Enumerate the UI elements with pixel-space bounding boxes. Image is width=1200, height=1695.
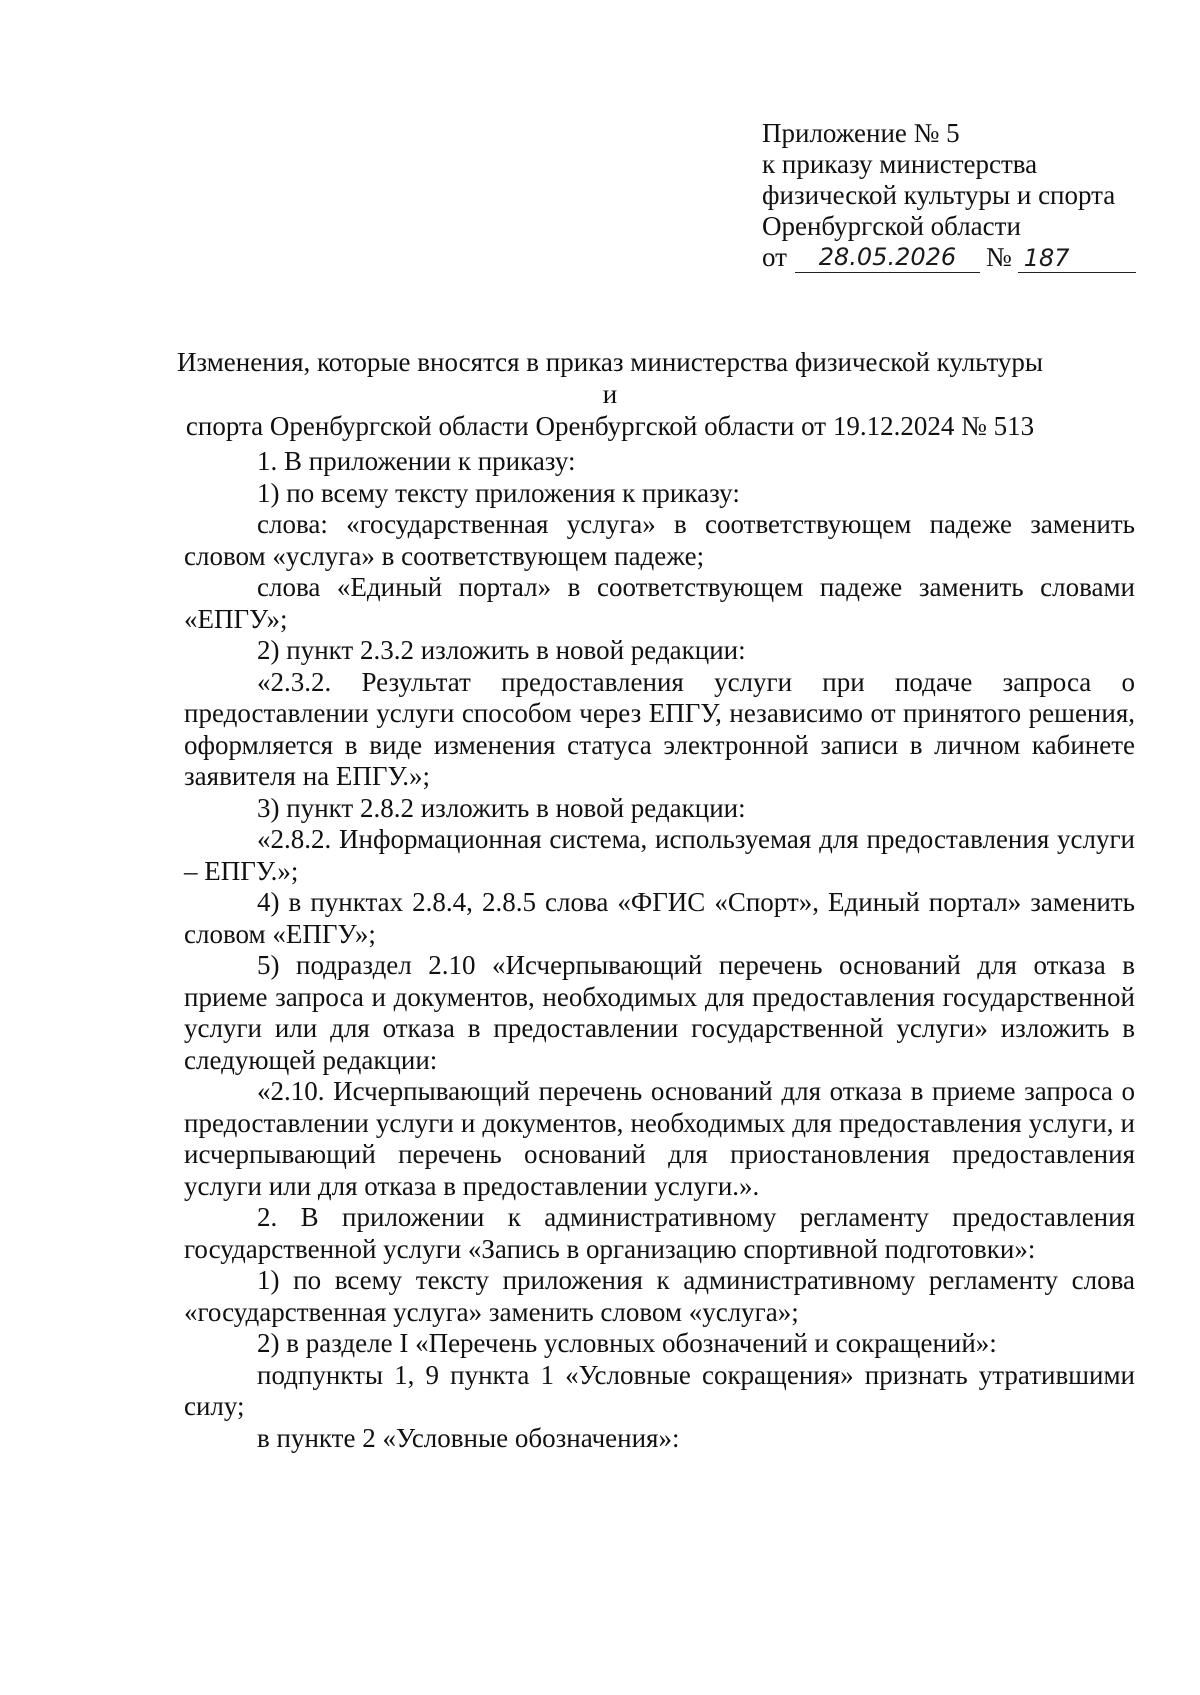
paragraph: «2.8.2. Информационная система, используемая для предоставления услуги – ЕПГУ.»;: [184, 824, 1135, 886]
paragraph: 4) в пунктах 2.8.4, 2.8.5 слова «ФГИС «Спорт», Единый портал» заменить словом «ЕПГУ»;: [184, 887, 1135, 949]
number-label: №: [985, 242, 1012, 272]
handwritten-number: 187: [1018, 243, 1136, 273]
appendix-ministry: физической культуры и спорта: [762, 180, 1116, 210]
paragraph: 2) пункт 2.3.2 изложить в новой редакции:: [257, 635, 746, 665]
paragraph: 2) в разделе I «Перечень условных обозначений и сокращений»:: [257, 1328, 997, 1358]
handwritten-date: 28.05.2026: [795, 242, 980, 273]
paragraph: 2. В приложении к административному регламенту предоставления государственной услуги «Запись в организацию спортивной подготовки»:: [184, 1202, 1135, 1264]
from-label: от: [762, 242, 787, 272]
appendix-header: [762, 118, 1142, 273]
paragraph: 1) по всему тексту приложения к приказу:: [257, 477, 740, 508]
paragraph: 1. В приложении к приказу:: [257, 446, 576, 476]
appendix-order-ref: к приказу министерства: [762, 149, 1038, 179]
appendix-region: Оренбургской области: [762, 211, 1021, 241]
document-title: [170, 346, 1050, 442]
paragraph: 5) подраздел 2.10 «Исчерпывающий перечень оснований для отказа в приеме запроса и документов, необходимых для предоставления государственной услуги или для отказа в предоставлении государственной услуги» изложить в следующей редакции:: [184, 950, 1135, 1075]
appendix-date-row: [762, 242, 1142, 273]
paragraph: «2.3.2. Результат предоставления услуги при подаче запроса о предоставлении услуги способом через ЕПГУ, независимо от принятого решения, оформляется в виде изменения статуса электронной записи в личном кабинете заявителя на ЕПГУ.»;: [184, 666, 1135, 791]
paragraph: подпункты 1, 9 пункта 1 «Условные сокращения» признать утратившими силу;: [184, 1359, 1135, 1421]
appendix-number: Приложение № 5: [762, 118, 960, 148]
paragraph: «2.10. Исчерпывающий перечень оснований для отказа в приеме запроса о предоставлении услуги и документов, необходимых для предоставления услуги, и исчерпывающий перечень оснований для приостановления предоставления услуги или для отказа в предоставлении услуги.».: [184, 1076, 1135, 1201]
paragraph: в пункте 2 «Условные обозначения»:: [257, 1422, 680, 1453]
document-body: [184, 446, 1135, 1454]
paragraph: слова «Единый портал» в соответствующем падеже заменить словами «ЕПГУ»;: [184, 572, 1135, 634]
paragraph: слова: «государственная услуга» в соответствующем падеже заменить словом «услуга» в соответствующем падеже;: [184, 509, 1135, 571]
paragraph: 3) пункт 2.8.2 изложить в новой редакции:: [257, 792, 746, 823]
title-line-2: спорта Оренбургской области Оренбургской области от 19.12.2024 № 513: [185, 411, 1035, 441]
title-line-1: Изменения, которые вносятся в приказ министерства физической культуры и: [176, 347, 1044, 409]
paragraph: 1) по всему тексту приложения к административному регламенту слова «государственная услуга» заменить словом «услуга»;: [184, 1265, 1135, 1327]
